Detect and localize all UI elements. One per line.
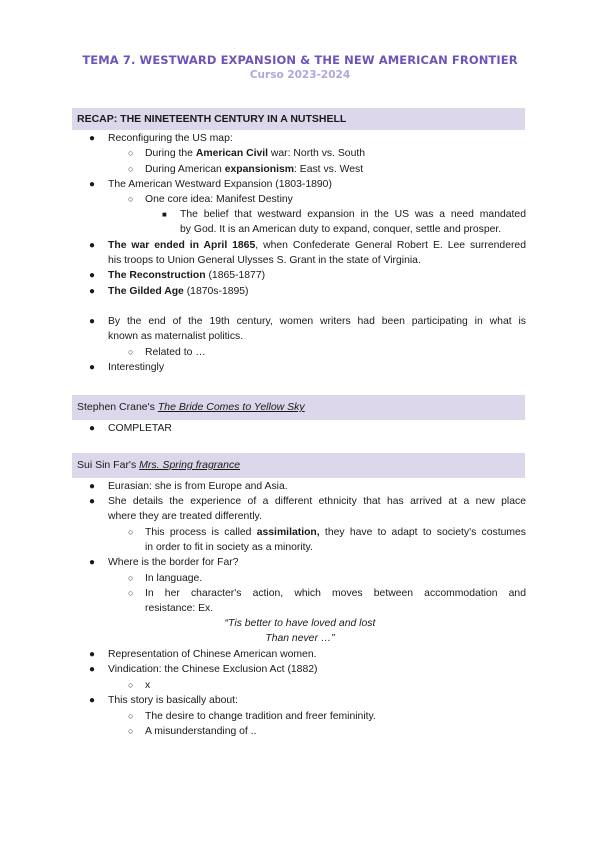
- list-item: Reconfiguring the US map:: [108, 133, 233, 144]
- section-heading-crane: Stephen Crane's The Bride Comes to Yellow Sky: [72, 395, 525, 420]
- bullet-circle-icon: ○: [128, 680, 134, 690]
- list-item: In language.: [145, 573, 203, 584]
- bullet-disc-icon: ●: [89, 179, 96, 190]
- bullet-circle-icon: ○: [128, 164, 134, 174]
- list-item-continuation: known as maternalist politics.: [108, 331, 244, 342]
- list-item: Related to …: [145, 347, 206, 358]
- list-item: The desire to change tradition and freer femininity.: [145, 711, 376, 722]
- bullet-disc-icon: ●: [89, 664, 96, 675]
- list-item: A misunderstanding of ..: [145, 726, 257, 737]
- bullet-disc-icon: ●: [89, 423, 96, 434]
- list-item-continuation: his troops to Union General Ulysses S. Grant in the state of Virginia.: [108, 255, 421, 266]
- bullet-circle-icon: ○: [128, 347, 134, 357]
- list-item: The Reconstruction (1865-1877): [108, 270, 266, 281]
- bullet-disc-icon: ●: [89, 481, 96, 492]
- bullet-disc-icon: ●: [89, 362, 96, 373]
- list-item-continuation: in order to fit in society as a minority.: [145, 542, 313, 553]
- list-item: This story is basically about:: [108, 695, 238, 706]
- list-item: She details the experience of a different ethnicity that has arrived at a new place: [108, 496, 526, 507]
- list-item: COMPLETAR: [108, 423, 172, 434]
- bullet-circle-icon: ○: [128, 573, 134, 583]
- section-heading-far: Sui Sin Far's Mrs. Spring fragrance: [72, 453, 525, 478]
- document-title: TEMA 7. WESTWARD EXPANSION & THE NEW AMERICAN FRONTIER: [82, 53, 518, 67]
- list-item: Vindication: the Chinese Exclusion Act (1882): [108, 664, 318, 675]
- list-item: The American Westward Expansion (1803-1890): [108, 179, 332, 190]
- list-item-continuation: by God. It is an American duty to expand, conquer, settle and prosper.: [180, 224, 502, 235]
- bullet-disc-icon: ●: [89, 240, 96, 251]
- section-heading-recap: RECAP: THE NINETEENTH CENTURY IN A NUTSHELL: [72, 108, 525, 130]
- list-item-continuation: where they are treated differently.: [108, 511, 262, 522]
- bullet-disc-icon: ●: [89, 649, 96, 660]
- bullet-square-icon: ■: [162, 210, 167, 219]
- list-item: x: [145, 680, 151, 691]
- bullet-circle-icon: ○: [128, 726, 134, 736]
- list-item: During the American Civil war: North vs. South: [145, 148, 366, 159]
- list-item: Interestingly: [108, 362, 165, 373]
- list-item: Where is the border for Far?: [108, 557, 239, 568]
- bullet-disc-icon: ●: [89, 316, 96, 327]
- list-item: During American expansionism: East vs. West: [145, 164, 364, 175]
- quote-line-2: Than never …”: [265, 633, 335, 644]
- bullet-disc-icon: ●: [89, 557, 96, 568]
- bullet-circle-icon: ○: [128, 148, 134, 158]
- bullet-disc-icon: ●: [89, 695, 96, 706]
- list-item: Eurasian: she is from Europe and Asia.: [108, 481, 288, 492]
- bullet-circle-icon: ○: [128, 527, 134, 537]
- bullet-circle-icon: ○: [128, 711, 134, 721]
- bullet-disc-icon: ●: [89, 286, 96, 297]
- list-item: By the end of the 19th century, women writers had been participating in what is: [108, 316, 526, 327]
- quote-line-1: “Tis better to have loved and lost: [224, 618, 376, 629]
- bullet-disc-icon: ●: [89, 133, 96, 144]
- list-item: One core idea: Manifest Destiny: [145, 194, 293, 205]
- bullet-disc-icon: ●: [89, 270, 96, 281]
- bullet-disc-icon: ●: [89, 496, 96, 507]
- bullet-circle-icon: ○: [128, 588, 134, 598]
- list-item: The belief that westward expansion in the US was a need mandated: [180, 209, 526, 220]
- list-item-continuation: resistance: Ex.: [145, 603, 214, 614]
- list-item: The war ended in April 1865, when Confederate General Robert E. Lee surrendered: [108, 240, 526, 251]
- list-item: Representation of Chinese American women.: [108, 649, 317, 660]
- list-item: In her character's action, which moves between accommodation and: [145, 588, 526, 599]
- list-item: The Gilded Age (1870s-1895): [108, 286, 249, 297]
- list-item: This process is called assimilation, they have to adapt to society's costumes: [145, 527, 526, 538]
- bullet-circle-icon: ○: [128, 194, 134, 204]
- document-subtitle: Curso 2023-2024: [249, 69, 351, 81]
